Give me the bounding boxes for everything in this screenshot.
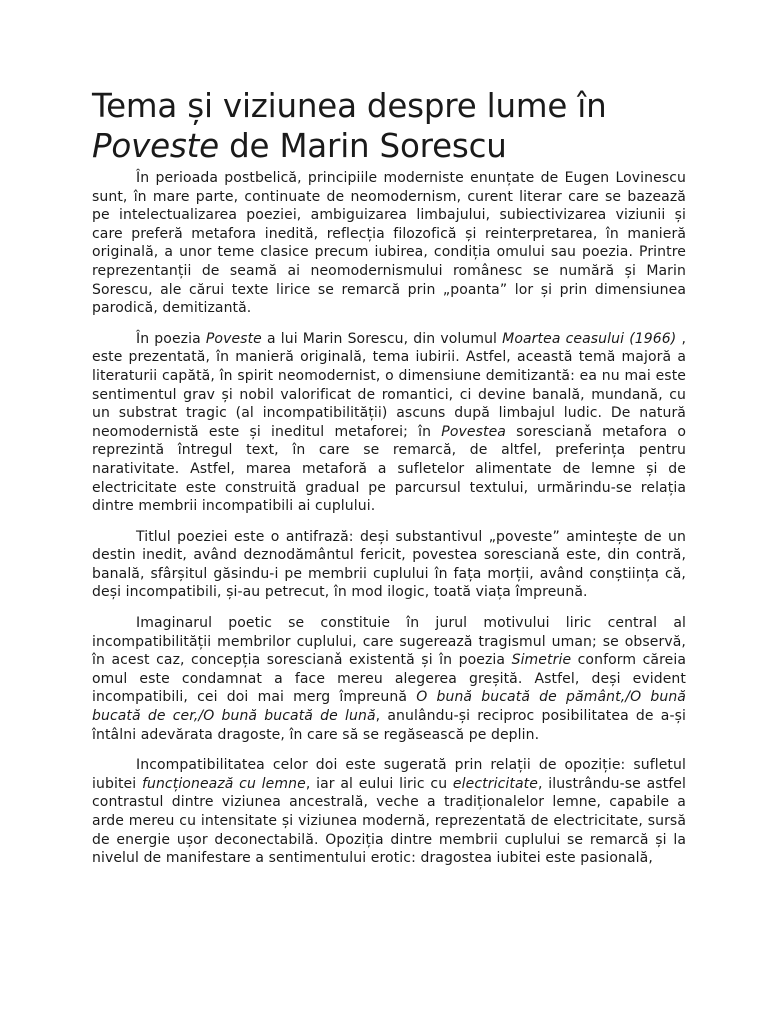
paragraph [92,756,686,868]
document-body [92,169,686,868]
italic-text: funcționează cu lemne [141,775,306,792]
paragraph-text: , ilustrându-se astfel contrastul dintre viziunea ancestrală, veche a tradiționalelor lemne, capabile a arde mereu cu intensitate și viziunea modernă, reprezentată de electricitate, sursă de energie ușor deconectabilă. Opoziția dintre membrii cuplului se remarcă și la nivelul de manifestare a sentimentului erotic: dragostea iubitei este pasională, [92,775,686,867]
title-italic-poem-name: Poveste [92,127,219,165]
title-line-2-rest: de Marin Sorescu [218,127,507,165]
italic-text: O bună bucată de pământ,/O bună bucată de cer,/O bună bucată de lună [92,689,686,725]
paragraph [92,528,686,602]
paragraph-text: , iar al eului liric cu [305,775,453,792]
paragraph-text: , este prezentată, în manieră originală, tema iubirii. Astfel, această temă majoră a literaturii capătă, în spirit neomodernist, o dimensiune demitizantă: ea nu mai este sentimentul grav și nobil valorificat de romantici, ci devine banală, mundană, cu un substrat tragic (al incompatibilității) ascuns după limbajul ludic. De natură neomodernistă este și ineditul metaforei; în [92,330,687,440]
italic-text: Povestea [441,423,506,440]
italic-text: Simetrie [511,652,572,669]
document-title [92,86,686,166]
paragraph-text: Imaginarul poetic se constituie în jurul motivului liric central al incompatibilității membrilor cuplului, care sugerează tragismul uman; se observă, în acest caz, concepția sorescianǎ existentă și în poezia [92,615,686,669]
paragraph [92,169,686,318]
paragraph-text: Incompatibilitatea celor doi este sugerată prin relații de opoziție: sufletul iubitei [92,757,686,792]
document-page [92,86,686,880]
paragraph [92,614,686,744]
italic-text: Poveste [205,330,262,347]
paragraph-text: În perioada postbelică, principiile moderniste enunțate de Eugen Lovinescu sunt, în mare parte, continuate de neomodernism, curent literar care se bazează pe intelectualizarea poeziei, ambiguizarea limbajului, subiectivizarea viziunii și care preferă metafora inedită, reflecția filozofică și reinterpretarea, în manieră originală, a unor teme clasice precum iubirea, condiția omului sau poezia. Printre reprezentanții de seamă ai neomodernismului românesc se numără și Marin Sorescu, ale cărui texte lirice se remarcă prin „poanta” lor și prin dimensiunea parodică, demitizantă. [92,170,686,317]
title-line-1: Tema și viziunea despre lume în [92,87,607,125]
paragraph-text: conform căreia omul este condamnat a face mereu alegerea greșită. Astfel, deși evident incompatibili, cei doi mai merg împreună [92,652,687,706]
italic-text: Moartea ceasului (1966) [502,330,677,347]
paragraph-text: a lui Marin Sorescu, din volumul [261,330,503,347]
paragraph-text: În poezia [136,330,206,347]
paragraph [92,330,686,516]
paragraph-text: , anulându-și reciproc posibilitatea de a-și întâlni adevărata dragoste, în care să se regăsească pe deplin. [92,708,687,743]
italic-text: electricitate [452,775,538,792]
paragraph-text: sorescianǎ metafora o reprezintă întregul text, în care se remarcă, de altfel, preferința pentru narativitate. Astfel, marea metaforă a sufletelor alimentate de lemne și de electricitate este construită gradual pe parcursul textului, urmărindu-se relația dintre membrii incompatibili ai cuplului. [92,423,686,515]
paragraph-text: Titlul poeziei este o antifrază: deși substantivul „poveste” amintește de un destin inedit, având deznodământul fericit, povestea sorescianǎ este, din contră, banală, sfârșitul găsindu-i pe membrii cuplului în fața morții, având conștiința că, deși incompatibili, și-au petrecut, în mod ilogic, toată viața împreună. [92,528,686,601]
